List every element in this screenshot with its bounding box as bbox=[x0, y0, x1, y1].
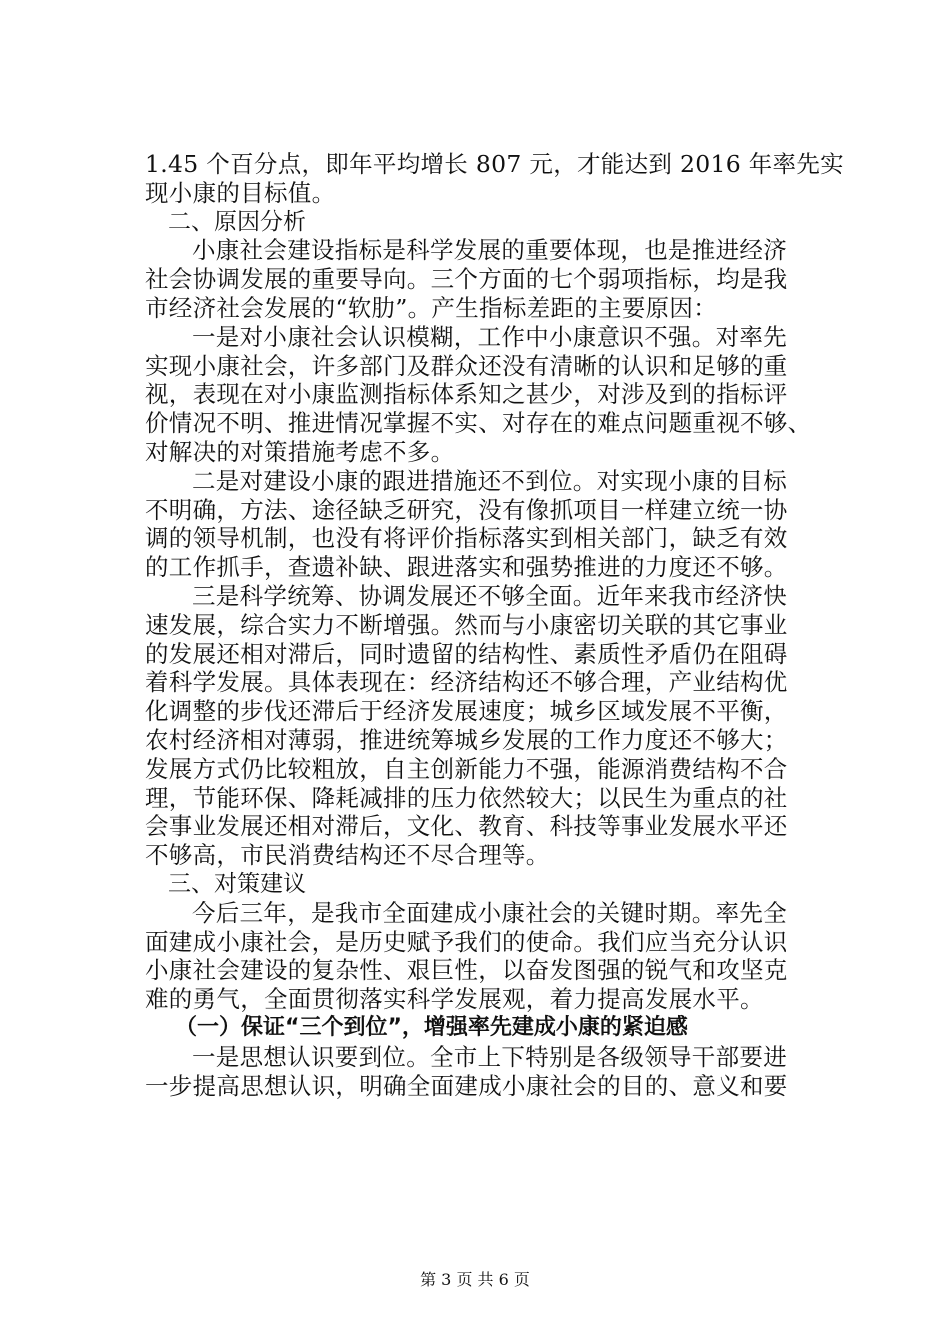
text-line: 1.45 个百分点，即年平均增长 807 元，才能达到 2016 年率先实 bbox=[145, 150, 844, 178]
text-line: 速发展，综合实力不断增强。然而与小康密切关联的其它事业 bbox=[145, 610, 788, 639]
subsection-heading: （一）保证“三个到位”，增强率先建成小康的紧迫感 bbox=[175, 1014, 688, 1040]
paragraph-first-line: 今后三年，是我市全面建成小康社会的关键时期。率先全 bbox=[192, 898, 787, 927]
text-line: 社会协调发展的重要导向。三个方面的七个弱项指标，均是我 bbox=[145, 265, 788, 294]
text-line: 的发展还相对滞后，同时遗留的结构性、素质性矛盾仍在阻碍 bbox=[145, 639, 788, 668]
text-line: 对解决的对策措施考虑不多。 bbox=[145, 437, 455, 466]
text-line: 实现小康社会，许多部门及群众还没有清晰的认识和足够的重 bbox=[145, 351, 788, 380]
text-line: 面建成小康社会，是历史赋予我们的使命。我们应当充分认识 bbox=[145, 927, 788, 956]
paragraph-first-line: 二是对建设小康的跟进措施还不到位。对实现小康的目标 bbox=[192, 466, 787, 495]
text-line: 价情况不明、推进情况掌握不实、对存在的难点问题重视不够、 bbox=[145, 409, 812, 438]
paragraph-first-line: 一是思想认识要到位。全市上下特别是各级领导干部要进 bbox=[192, 1042, 787, 1071]
text-line: 视，表现在对小康监测指标体系知之甚少，对涉及到的指标评 bbox=[145, 380, 788, 409]
text-line: 调的领导机制，也没有将评价指标落实到相关部门，缺乏有效 bbox=[145, 524, 788, 553]
text-line: 农村经济相对薄弱，推进统筹城乡发展的工作力度还不够大； bbox=[145, 725, 788, 754]
text-line: 不明确，方法、途径缺乏研究，没有像抓项目一样建立统一协 bbox=[145, 495, 788, 524]
document-body bbox=[145, 150, 844, 1100]
section-heading: 二、原因分析 bbox=[168, 208, 306, 235]
text-line: 理，节能环保、降耗减排的压力依然较大；以民生为重点的社 bbox=[145, 783, 788, 812]
text-line: 会事业发展还相对滞后，文化、教育、科技等事业发展水平还 bbox=[145, 812, 788, 841]
text-line: 小康社会建设的复杂性、艰巨性，以奋发图强的锐气和攻坚克 bbox=[145, 956, 788, 985]
text-line: 市经济社会发展的“软肋”。产生指标差距的主要原因： bbox=[145, 293, 718, 322]
page-number-footer: 第 3 页 共 6 页 bbox=[420, 1270, 530, 1289]
text-line: 不够高，市民消费结构还不尽合理等。 bbox=[145, 841, 550, 870]
paragraph-first-line: 三是科学统筹、协调发展还不够全面。近年来我市经济快 bbox=[192, 581, 787, 610]
text-line: 化调整的步伐还滞后于经济发展速度；城乡区域发展不平衡， bbox=[145, 697, 788, 726]
text-line: 现小康的目标值。 bbox=[145, 178, 336, 207]
text-line: 的工作抓手，查遗补缺、跟进落实和强势推进的力度还不够。 bbox=[145, 553, 788, 582]
section-heading: 三、对策建议 bbox=[168, 870, 306, 897]
paragraph-first-line: 一是对小康社会认识模糊，工作中小康意识不强。对率先 bbox=[192, 322, 787, 351]
text-line: 一步提高思想认识，明确全面建成小康社会的目的、意义和要 bbox=[145, 1071, 788, 1100]
text-line: 着科学发展。具体表现在：经济结构还不够合理，产业结构优 bbox=[145, 668, 788, 697]
text-line: 难的勇气，全面贯彻落实科学发展观，着力提高发展水平。 bbox=[145, 985, 764, 1014]
paragraph-first-line: 小康社会建设指标是科学发展的重要体现，也是推进经济 bbox=[192, 236, 787, 265]
text-line: 发展方式仍比较粗放，自主创新能力不强，能源消费结构不合 bbox=[145, 754, 788, 783]
